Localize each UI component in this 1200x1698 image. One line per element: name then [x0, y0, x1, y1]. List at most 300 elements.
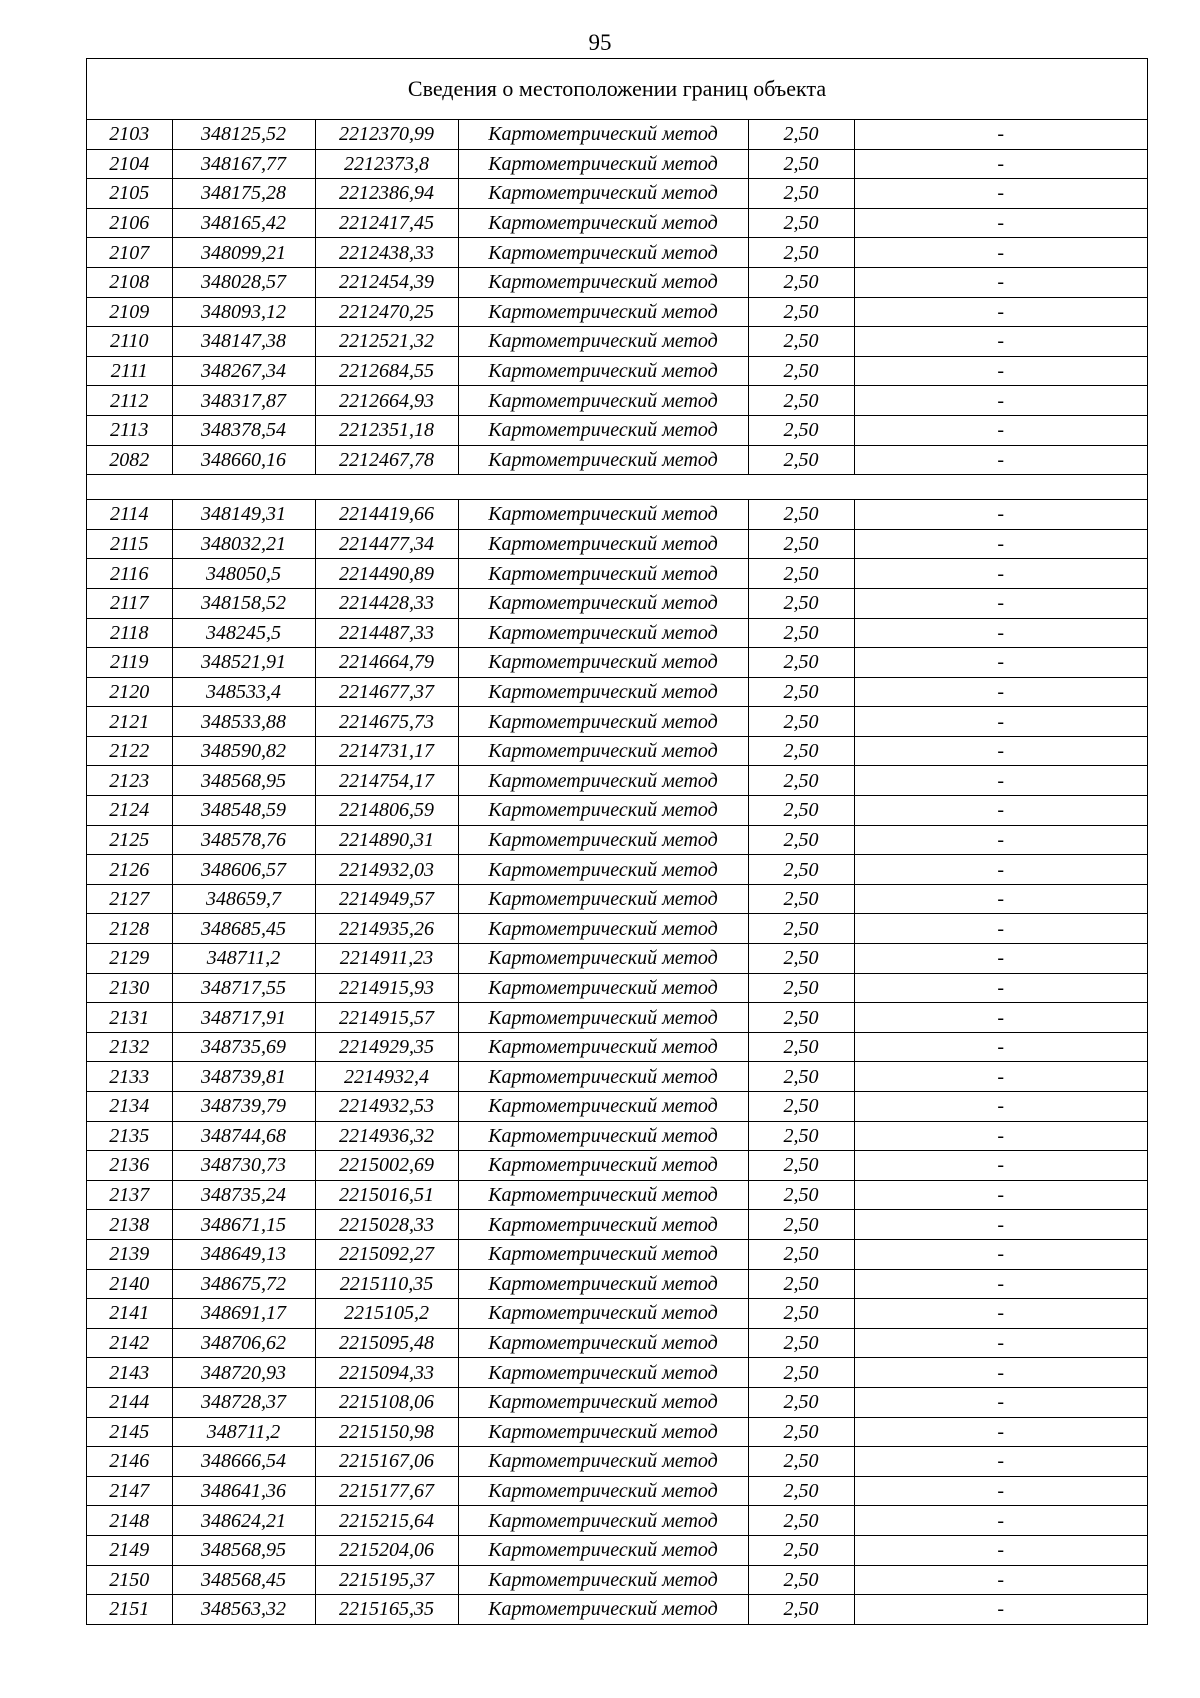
- coord-x-cell: 348666,54: [172, 1447, 315, 1477]
- method-cell: Картометрический метод: [458, 1417, 748, 1447]
- accuracy-cell: 2,50: [748, 1476, 854, 1506]
- coord-x-cell: 348717,91: [172, 1003, 315, 1033]
- coord-y-cell: 2214936,32: [315, 1121, 458, 1151]
- table-row: [87, 944, 1147, 974]
- table-row: [87, 1269, 1147, 1299]
- point-number-cell: 2141: [87, 1299, 172, 1329]
- table-row: [87, 1003, 1147, 1033]
- coord-x-cell: 348317,87: [172, 386, 315, 416]
- table-row: [87, 1535, 1147, 1565]
- accuracy-cell: 2,50: [748, 1003, 854, 1033]
- coord-y-cell: 2214428,33: [315, 588, 458, 618]
- method-cell: Картометрический метод: [458, 796, 748, 826]
- coord-x-cell: 348711,2: [172, 1417, 315, 1447]
- coord-x-cell: 348660,16: [172, 445, 315, 475]
- description-cell: -: [854, 1062, 1147, 1092]
- description-cell: -: [854, 1565, 1147, 1595]
- accuracy-cell: 2,50: [748, 238, 854, 268]
- coord-x-cell: 348739,79: [172, 1092, 315, 1122]
- coord-x-cell: 348590,82: [172, 736, 315, 766]
- point-number-cell: 2118: [87, 618, 172, 648]
- coord-x-cell: 348149,31: [172, 500, 315, 530]
- point-number-cell: 2121: [87, 707, 172, 737]
- coord-y-cell: 2214490,89: [315, 559, 458, 589]
- description-cell: -: [854, 884, 1147, 914]
- point-number-cell: 2148: [87, 1506, 172, 1536]
- description-cell: -: [854, 796, 1147, 826]
- description-cell: -: [854, 1417, 1147, 1447]
- separator-cell: [87, 475, 1147, 500]
- coord-y-cell: 2215002,69: [315, 1151, 458, 1181]
- accuracy-cell: 2,50: [748, 1506, 854, 1536]
- coord-x-cell: 348032,21: [172, 529, 315, 559]
- point-number-cell: 2146: [87, 1447, 172, 1477]
- point-number-cell: 2134: [87, 1092, 172, 1122]
- coord-x-cell: 348147,38: [172, 327, 315, 357]
- method-cell: Картометрический метод: [458, 120, 748, 149]
- coord-y-cell: 2215094,33: [315, 1358, 458, 1388]
- table-row: [87, 386, 1147, 416]
- description-cell: -: [854, 445, 1147, 475]
- point-number-cell: 2139: [87, 1239, 172, 1269]
- accuracy-cell: 2,50: [748, 559, 854, 589]
- description-cell: -: [854, 208, 1147, 238]
- coord-y-cell: 2214419,66: [315, 500, 458, 530]
- coord-y-cell: 2212684,55: [315, 356, 458, 386]
- description-cell: -: [854, 648, 1147, 678]
- coord-y-cell: 2212470,25: [315, 297, 458, 327]
- method-cell: Картометрический метод: [458, 1506, 748, 1536]
- description-cell: -: [854, 1121, 1147, 1151]
- coord-x-cell: 348728,37: [172, 1387, 315, 1417]
- method-cell: Картометрический метод: [458, 1210, 748, 1240]
- method-cell: Картометрический метод: [458, 588, 748, 618]
- coord-y-cell: 2212386,94: [315, 179, 458, 209]
- accuracy-cell: 2,50: [748, 825, 854, 855]
- table-row: [87, 825, 1147, 855]
- method-cell: Картометрический метод: [458, 500, 748, 530]
- method-cell: Картометрический метод: [458, 1239, 748, 1269]
- coord-y-cell: 2214929,35: [315, 1032, 458, 1062]
- method-cell: Картометрический метод: [458, 1003, 748, 1033]
- description-cell: -: [854, 415, 1147, 445]
- point-number-cell: 2129: [87, 944, 172, 974]
- accuracy-cell: 2,50: [748, 1269, 854, 1299]
- description-cell: -: [854, 825, 1147, 855]
- accuracy-cell: 2,50: [748, 973, 854, 1003]
- coord-y-cell: 2215177,67: [315, 1476, 458, 1506]
- point-number-cell: 2131: [87, 1003, 172, 1033]
- point-number-cell: 2119: [87, 648, 172, 678]
- point-number-cell: 2136: [87, 1151, 172, 1181]
- method-cell: Картометрический метод: [458, 884, 748, 914]
- description-cell: -: [854, 1180, 1147, 1210]
- coord-x-cell: 348624,21: [172, 1506, 315, 1536]
- point-number-cell: 2138: [87, 1210, 172, 1240]
- description-cell: -: [854, 588, 1147, 618]
- coord-y-cell: 2212467,78: [315, 445, 458, 475]
- method-cell: Картометрический метод: [458, 1595, 748, 1624]
- table-row: [87, 327, 1147, 357]
- method-cell: Картометрический метод: [458, 415, 748, 445]
- coord-x-cell: 348606,57: [172, 855, 315, 885]
- method-cell: Картометрический метод: [458, 327, 748, 357]
- table-row: [87, 973, 1147, 1003]
- point-number-cell: 2149: [87, 1535, 172, 1565]
- point-number-cell: 2135: [87, 1121, 172, 1151]
- accuracy-cell: 2,50: [748, 1387, 854, 1417]
- method-cell: Картометрический метод: [458, 445, 748, 475]
- table-row: [87, 884, 1147, 914]
- table-row: [87, 208, 1147, 238]
- coord-y-cell: 2215095,48: [315, 1328, 458, 1358]
- coord-x-cell: 348675,72: [172, 1269, 315, 1299]
- coord-y-cell: 2214731,17: [315, 736, 458, 766]
- accuracy-cell: 2,50: [748, 618, 854, 648]
- accuracy-cell: 2,50: [748, 648, 854, 678]
- coord-y-cell: 2214932,03: [315, 855, 458, 885]
- accuracy-cell: 2,50: [748, 1239, 854, 1269]
- coord-y-cell: 2214664,79: [315, 648, 458, 678]
- coord-y-cell: 2215215,64: [315, 1506, 458, 1536]
- description-cell: -: [854, 1535, 1147, 1565]
- coord-x-cell: 348568,95: [172, 766, 315, 796]
- page-number: 95: [588, 30, 612, 55]
- description-cell: -: [854, 1506, 1147, 1536]
- table-row: [87, 1417, 1147, 1447]
- coord-x-cell: 348720,93: [172, 1358, 315, 1388]
- description-cell: -: [854, 1210, 1147, 1240]
- coord-y-cell: 2215167,06: [315, 1447, 458, 1477]
- coord-y-cell: 2215028,33: [315, 1210, 458, 1240]
- accuracy-cell: 2,50: [748, 1299, 854, 1329]
- point-number-cell: 2111: [87, 356, 172, 386]
- coord-x-cell: 348125,52: [172, 120, 315, 149]
- point-number-cell: 2105: [87, 179, 172, 209]
- table-row: [87, 648, 1147, 678]
- point-number-cell: 2120: [87, 677, 172, 707]
- coord-y-cell: 2215016,51: [315, 1180, 458, 1210]
- method-cell: Картометрический метод: [458, 1328, 748, 1358]
- description-cell: -: [854, 1328, 1147, 1358]
- description-cell: -: [854, 1387, 1147, 1417]
- coord-x-cell: 348378,54: [172, 415, 315, 445]
- contour-separator-row: [87, 475, 1147, 500]
- method-cell: Картометрический метод: [458, 529, 748, 559]
- method-cell: Картометрический метод: [458, 1535, 748, 1565]
- accuracy-cell: 2,50: [748, 736, 854, 766]
- method-cell: Картометрический метод: [458, 267, 748, 297]
- coord-y-cell: 2212438,33: [315, 238, 458, 268]
- coord-y-cell: 2215195,37: [315, 1565, 458, 1595]
- accuracy-cell: 2,50: [748, 529, 854, 559]
- accuracy-cell: 2,50: [748, 179, 854, 209]
- table-row: [87, 559, 1147, 589]
- coord-y-cell: 2212664,93: [315, 386, 458, 416]
- coord-x-cell: 348641,36: [172, 1476, 315, 1506]
- accuracy-cell: 2,50: [748, 1535, 854, 1565]
- table-row: [87, 796, 1147, 826]
- description-cell: -: [854, 1476, 1147, 1506]
- table-row: [87, 736, 1147, 766]
- accuracy-cell: 2,50: [748, 944, 854, 974]
- point-number-cell: 2116: [87, 559, 172, 589]
- table-row: [87, 1032, 1147, 1062]
- method-cell: Картометрический метод: [458, 766, 748, 796]
- table-row: [87, 677, 1147, 707]
- table-row: [87, 297, 1147, 327]
- table-row: [87, 238, 1147, 268]
- description-cell: -: [854, 766, 1147, 796]
- point-number-cell: 2104: [87, 149, 172, 179]
- accuracy-cell: 2,50: [748, 1151, 854, 1181]
- point-number-cell: 2126: [87, 855, 172, 885]
- coord-x-cell: 348533,4: [172, 677, 315, 707]
- point-number-cell: 2144: [87, 1387, 172, 1417]
- accuracy-cell: 2,50: [748, 327, 854, 357]
- description-cell: -: [854, 297, 1147, 327]
- description-cell: -: [854, 120, 1147, 149]
- point-number-cell: 2106: [87, 208, 172, 238]
- coord-x-cell: 348578,76: [172, 825, 315, 855]
- point-number-cell: 2147: [87, 1476, 172, 1506]
- method-cell: Картометрический метод: [458, 559, 748, 589]
- description-cell: -: [854, 327, 1147, 357]
- method-cell: Картометрический метод: [458, 825, 748, 855]
- coord-y-cell: 2212454,39: [315, 267, 458, 297]
- accuracy-cell: 2,50: [748, 1565, 854, 1595]
- table-row: [87, 529, 1147, 559]
- coord-x-cell: 348167,77: [172, 149, 315, 179]
- point-number-cell: 2127: [87, 884, 172, 914]
- boundary-table-container: [86, 58, 1148, 1625]
- point-number-cell: 2082: [87, 445, 172, 475]
- table-row: [87, 1506, 1147, 1536]
- coord-x-cell: 348730,73: [172, 1151, 315, 1181]
- accuracy-cell: 2,50: [748, 1210, 854, 1240]
- description-cell: -: [854, 1032, 1147, 1062]
- accuracy-cell: 2,50: [748, 796, 854, 826]
- method-cell: Картометрический метод: [458, 149, 748, 179]
- description-cell: -: [854, 677, 1147, 707]
- accuracy-cell: 2,50: [748, 297, 854, 327]
- table-row: [87, 415, 1147, 445]
- description-cell: -: [854, 386, 1147, 416]
- method-cell: Картометрический метод: [458, 1151, 748, 1181]
- method-cell: Картометрический метод: [458, 1565, 748, 1595]
- method-cell: Картометрический метод: [458, 1092, 748, 1122]
- description-cell: -: [854, 1092, 1147, 1122]
- point-number-cell: 2132: [87, 1032, 172, 1062]
- accuracy-cell: 2,50: [748, 766, 854, 796]
- table-row: [87, 855, 1147, 885]
- method-cell: Картометрический метод: [458, 297, 748, 327]
- table-row: [87, 149, 1147, 179]
- point-number-cell: 2103: [87, 120, 172, 149]
- table-row: [87, 1595, 1147, 1624]
- coord-x-cell: 348563,32: [172, 1595, 315, 1624]
- point-number-cell: 2151: [87, 1595, 172, 1624]
- method-cell: Картометрический метод: [458, 914, 748, 944]
- accuracy-cell: 2,50: [748, 707, 854, 737]
- point-number-cell: 2112: [87, 386, 172, 416]
- coord-x-cell: 348717,55: [172, 973, 315, 1003]
- point-number-cell: 2114: [87, 500, 172, 530]
- table-row: [87, 1239, 1147, 1269]
- method-cell: Картометрический метод: [458, 1121, 748, 1151]
- coord-y-cell: 2212351,18: [315, 415, 458, 445]
- coord-x-cell: 348711,2: [172, 944, 315, 974]
- accuracy-cell: 2,50: [748, 356, 854, 386]
- method-cell: Картометрический метод: [458, 1062, 748, 1092]
- accuracy-cell: 2,50: [748, 1180, 854, 1210]
- accuracy-cell: 2,50: [748, 1447, 854, 1477]
- coord-x-cell: 348706,62: [172, 1328, 315, 1358]
- accuracy-cell: 2,50: [748, 415, 854, 445]
- accuracy-cell: 2,50: [748, 588, 854, 618]
- accuracy-cell: 2,50: [748, 855, 854, 885]
- accuracy-cell: 2,50: [748, 1032, 854, 1062]
- description-cell: -: [854, 149, 1147, 179]
- description-cell: -: [854, 1358, 1147, 1388]
- method-cell: Картометрический метод: [458, 1387, 748, 1417]
- coord-y-cell: 2214890,31: [315, 825, 458, 855]
- table-row: [87, 1092, 1147, 1122]
- coord-y-cell: 2212373,8: [315, 149, 458, 179]
- coord-x-cell: 348050,5: [172, 559, 315, 589]
- point-number-cell: 2150: [87, 1565, 172, 1595]
- coord-x-cell: 348533,88: [172, 707, 315, 737]
- coord-x-cell: 348245,5: [172, 618, 315, 648]
- accuracy-cell: 2,50: [748, 500, 854, 530]
- coord-y-cell: 2214675,73: [315, 707, 458, 737]
- point-number-cell: 2143: [87, 1358, 172, 1388]
- description-cell: -: [854, 1151, 1147, 1181]
- description-cell: -: [854, 559, 1147, 589]
- method-cell: Картометрический метод: [458, 973, 748, 1003]
- table-row: [87, 766, 1147, 796]
- description-cell: -: [854, 707, 1147, 737]
- coord-y-cell: 2215204,06: [315, 1535, 458, 1565]
- table-row: [87, 445, 1147, 475]
- table-row: [87, 1476, 1147, 1506]
- method-cell: Картометрический метод: [458, 1269, 748, 1299]
- method-cell: Картометрический метод: [458, 677, 748, 707]
- method-cell: Картометрический метод: [458, 1299, 748, 1329]
- table-row: [87, 588, 1147, 618]
- point-number-cell: 2133: [87, 1062, 172, 1092]
- coord-y-cell: 2214677,37: [315, 677, 458, 707]
- coord-y-cell: 2214932,53: [315, 1092, 458, 1122]
- method-cell: Картометрический метод: [458, 707, 748, 737]
- coord-y-cell: 2214915,93: [315, 973, 458, 1003]
- coord-x-cell: 348158,52: [172, 588, 315, 618]
- coord-y-cell: 2212417,45: [315, 208, 458, 238]
- accuracy-cell: 2,50: [748, 1092, 854, 1122]
- point-number-cell: 2122: [87, 736, 172, 766]
- method-cell: Картометрический метод: [458, 618, 748, 648]
- coord-x-cell: 348099,21: [172, 238, 315, 268]
- method-cell: Картометрический метод: [458, 356, 748, 386]
- accuracy-cell: 2,50: [748, 445, 854, 475]
- point-number-cell: 2113: [87, 415, 172, 445]
- description-cell: -: [854, 618, 1147, 648]
- coordinates-table-body: [87, 120, 1147, 1624]
- description-cell: -: [854, 944, 1147, 974]
- coord-y-cell: 2215150,98: [315, 1417, 458, 1447]
- method-cell: Картометрический метод: [458, 1358, 748, 1388]
- table-row: [87, 1299, 1147, 1329]
- accuracy-cell: 2,50: [748, 149, 854, 179]
- accuracy-cell: 2,50: [748, 386, 854, 416]
- method-cell: Картометрический метод: [458, 386, 748, 416]
- coord-x-cell: 348165,42: [172, 208, 315, 238]
- accuracy-cell: 2,50: [748, 1595, 854, 1624]
- description-cell: -: [854, 973, 1147, 1003]
- point-number-cell: 2123: [87, 766, 172, 796]
- coord-x-cell: 348744,68: [172, 1121, 315, 1151]
- method-cell: Картометрический метод: [458, 179, 748, 209]
- table-row: [87, 1151, 1147, 1181]
- table-row: [87, 1328, 1147, 1358]
- description-cell: -: [854, 356, 1147, 386]
- point-number-cell: 2124: [87, 796, 172, 826]
- description-cell: -: [854, 1239, 1147, 1269]
- point-number-cell: 2125: [87, 825, 172, 855]
- table-row: [87, 267, 1147, 297]
- table-row: [87, 179, 1147, 209]
- point-number-cell: 2140: [87, 1269, 172, 1299]
- table-row: [87, 1358, 1147, 1388]
- accuracy-cell: 2,50: [748, 884, 854, 914]
- point-number-cell: 2128: [87, 914, 172, 944]
- coord-y-cell: 2214932,4: [315, 1062, 458, 1092]
- accuracy-cell: 2,50: [748, 1328, 854, 1358]
- accuracy-cell: 2,50: [748, 914, 854, 944]
- coord-y-cell: 2212521,32: [315, 327, 458, 357]
- coordinates-table: [87, 120, 1147, 1624]
- description-cell: -: [854, 529, 1147, 559]
- table-row: [87, 500, 1147, 530]
- method-cell: Картометрический метод: [458, 944, 748, 974]
- table-row: [87, 1180, 1147, 1210]
- coord-x-cell: 348691,17: [172, 1299, 315, 1329]
- coord-y-cell: 2214949,57: [315, 884, 458, 914]
- point-number-cell: 2107: [87, 238, 172, 268]
- method-cell: Картометрический метод: [458, 208, 748, 238]
- accuracy-cell: 2,50: [748, 1121, 854, 1151]
- table-row: [87, 1387, 1147, 1417]
- table-row: [87, 1210, 1147, 1240]
- coord-x-cell: 348568,95: [172, 1535, 315, 1565]
- description-cell: -: [854, 1269, 1147, 1299]
- accuracy-cell: 2,50: [748, 677, 854, 707]
- description-cell: -: [854, 914, 1147, 944]
- coord-x-cell: 348548,59: [172, 796, 315, 826]
- point-number-cell: 2142: [87, 1328, 172, 1358]
- description-cell: -: [997, 1598, 1005, 1621]
- table-row: [87, 914, 1147, 944]
- description-cell: -: [854, 855, 1147, 885]
- coord-y-cell: 2215105,2: [315, 1299, 458, 1329]
- table-row: [87, 707, 1147, 737]
- coord-x-cell: 348028,57: [172, 267, 315, 297]
- point-number-cell: 2108: [87, 267, 172, 297]
- coord-y-cell: 2214935,26: [315, 914, 458, 944]
- accuracy-cell: 2,50: [748, 267, 854, 297]
- table-row: [87, 120, 1147, 149]
- accuracy-cell: 2,50: [748, 1358, 854, 1388]
